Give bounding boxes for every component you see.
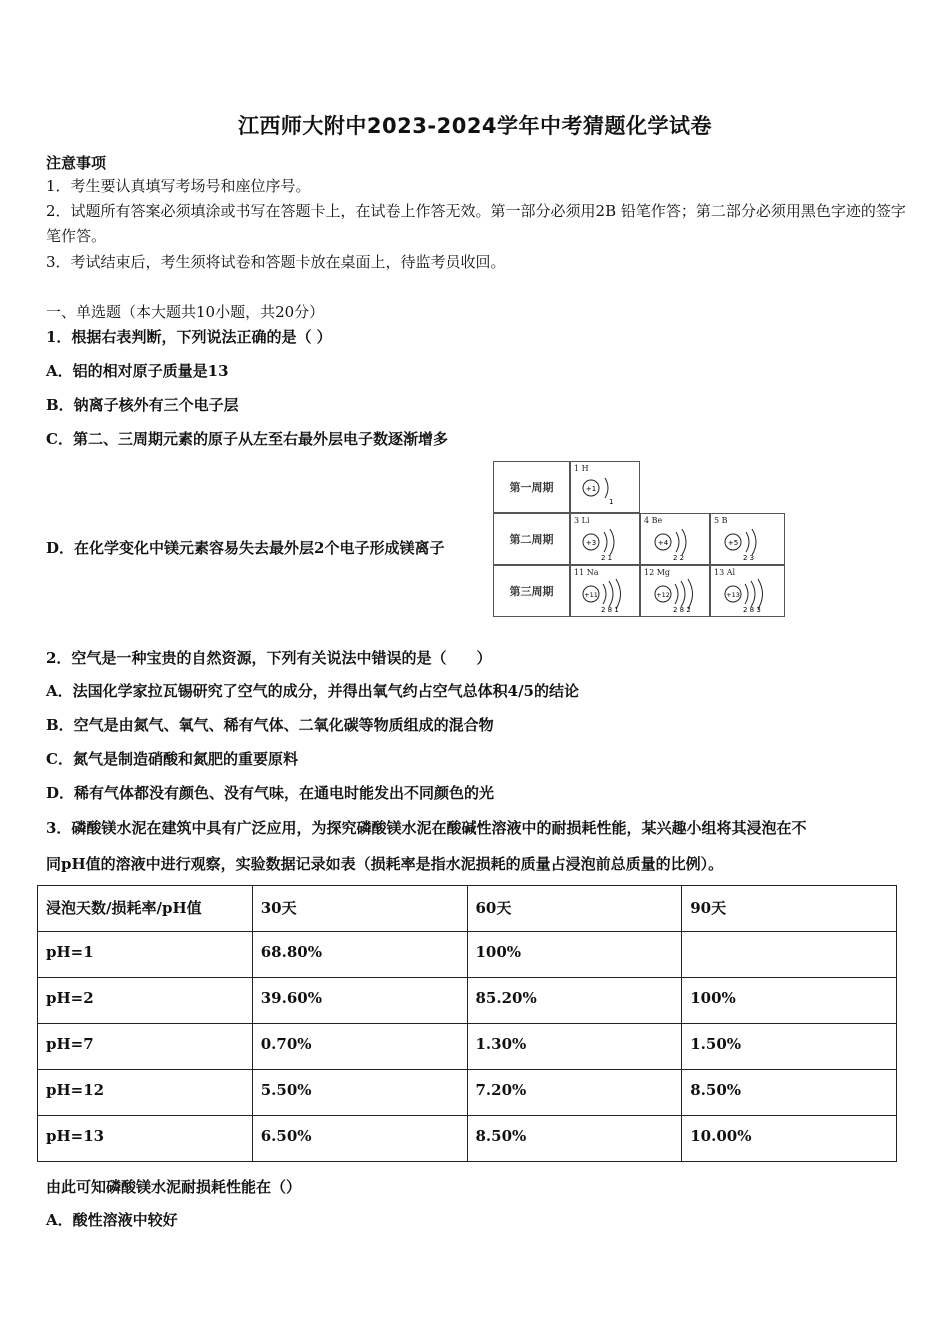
q2-stem: 2．空气是一种宝贵的自然资源，下列有关说法中错误的是（ ） [46,649,492,667]
q1-option-b: B．钠离子核外有三个电子层 [46,396,239,414]
row-label: 第三周期 [509,585,554,598]
q2-option-a: A．法国化学家拉瓦锡研究了空气的成分，并得出氧气约占空气总体积4/5的结论 [46,682,579,700]
table-cell: 7.20% [467,1070,682,1116]
table-cell: pH=13 [38,1116,253,1162]
nucleus-label: +4 [657,539,669,547]
element-header: 1 H [574,464,589,473]
shell-label: 2 8 1 [601,606,619,614]
element-cell-h [570,461,640,513]
shell-label: 2 2 [673,554,685,562]
table-cell: 100% [467,932,682,978]
loss-rate-table [37,885,897,1162]
table-cell: 85.20% [467,978,682,1024]
table-cell: pH=2 [38,978,253,1024]
notice-list [46,173,906,275]
row-label-cell [493,565,570,617]
table-cell: 8.50% [682,1070,897,1116]
q2-option-b: B．空气是由氮气、氧气、稀有气体、二氧化碳等物质组成的混合物 [46,716,494,734]
table-row [38,1024,897,1070]
section-heading: 一、单选题（本大题共10小题，共20分） [46,303,325,321]
element-header: 5 B [714,516,728,525]
nucleus-label: +1 [585,485,597,493]
q3-stem-line1: 3．磷酸镁水泥在建筑中具有广泛应用，为探究磷酸镁水泥在酸碱性溶液中的耐损耗性能，某兴趣小组将其浸泡在不 [46,819,807,837]
element-cell-mg [640,565,710,617]
row-label: 第一周期 [509,481,554,494]
notice-item: 3．考试结束后，考生须将试卷和答题卡放在桌面上，待监考员收回。 [46,253,506,271]
table-cell [682,932,897,978]
table-header-cell: 60天 [467,886,682,932]
table-cell: 68.80% [252,932,467,978]
page-title: 江西师大附中2023-2024学年中考猜题化学试卷 [237,114,713,138]
table-cell: 5.50% [252,1070,467,1116]
table-cell: 8.50% [467,1116,682,1162]
atom-structure-diagram [579,578,639,614]
table-row [38,932,897,978]
table-cell: 0.70% [252,1024,467,1070]
q2-option-c: C．氮气是制造硝酸和氮肥的重要原料 [46,750,298,768]
element-cell-b [710,513,785,565]
atom-structure-diagram [649,578,709,614]
q1-option-a: A．铝的相对原子质量是13 [46,362,229,380]
table-cell: 1.30% [467,1024,682,1070]
nucleus-label: +11 [584,591,598,599]
table-cell: 39.60% [252,978,467,1024]
q1-option-c: C．第二、三周期元素的原子从左至右最外层电子数逐渐增多 [46,430,448,448]
element-header: 12 Mg [644,568,671,577]
notice-item: 1．考生要认真填写考场号和座位序号。 [46,177,311,195]
shell-label: 2 8 2 [673,606,691,614]
atom-structure-diagram [649,526,705,562]
shell-label: 2 1 [601,554,613,562]
notice-item: 2．试题所有答案必须填涂或书写在答题卡上，在试卷上作答无效。第一部分必须用2B 铅笔作答；第二部分必须用黑色字迹的签字笔作答。 [46,202,906,245]
table-cell: 100% [682,978,897,1024]
table-header-cell: 浸泡天数/损耗率/pH值 [38,886,253,932]
q3-stem-line2: 同pH值的溶液中进行观察，实验数据记录如表（损耗率是指水泥损耗的质量占浸泡前总质量的比例）。 [46,855,724,873]
nucleus-label: +12 [656,591,670,599]
element-cell-na [570,565,640,617]
shell-label: 2 8 3 [743,606,761,614]
nucleus-label: +3 [585,539,597,547]
notice-heading: 注意事项 [46,154,107,172]
nucleus-label: +13 [726,591,740,599]
atom-structure-diagram [579,526,635,562]
table-header-cell: 30天 [252,886,467,932]
atom-structure-diagram [719,578,779,614]
element-header: 4 Be [644,516,663,525]
q2-option-d: D．稀有气体都没有颜色、没有气味，在通电时能发出不同颜色的光 [46,784,495,802]
nucleus-label: +5 [727,539,739,547]
q1-stem: 1．根据右表判断，下列说法正确的是（ ） [46,328,332,346]
table-cell: 10.00% [682,1116,897,1162]
table-row [38,1070,897,1116]
atom-structure-diagram [719,526,775,562]
element-cell-li [570,513,640,565]
table-row [38,1116,897,1162]
element-cell-al [710,565,785,617]
atom-structure-diagram [579,474,635,510]
row-label-cell [493,513,570,565]
table-cell: pH=12 [38,1070,253,1116]
element-header: 11 Na [574,568,599,577]
table-cell: pH=7 [38,1024,253,1070]
element-header: 3 Li [574,516,590,525]
row-label: 第二周期 [509,533,554,546]
q3-option-a: A．酸性溶液中较好 [46,1211,178,1229]
table-cell: pH=1 [38,932,253,978]
table-cell: 1.50% [682,1024,897,1070]
q1-option-d: D．在化学变化中镁元素容易失去最外层2个电子形成镁离子 [46,539,445,557]
table-row [38,978,897,1024]
table-cell: 6.50% [252,1116,467,1162]
element-header: 13 Al [714,568,736,577]
table-header-cell: 90天 [682,886,897,932]
q3-followup: 由此可知磷酸镁水泥耐损耗性能在（） [46,1178,302,1196]
periodic-table-figure [493,461,785,617]
shell-label: 1 [609,498,614,506]
shell-label: 2 3 [743,554,755,562]
row-label-cell [493,461,570,513]
element-cell-be [640,513,710,565]
table-header-row [38,886,897,932]
